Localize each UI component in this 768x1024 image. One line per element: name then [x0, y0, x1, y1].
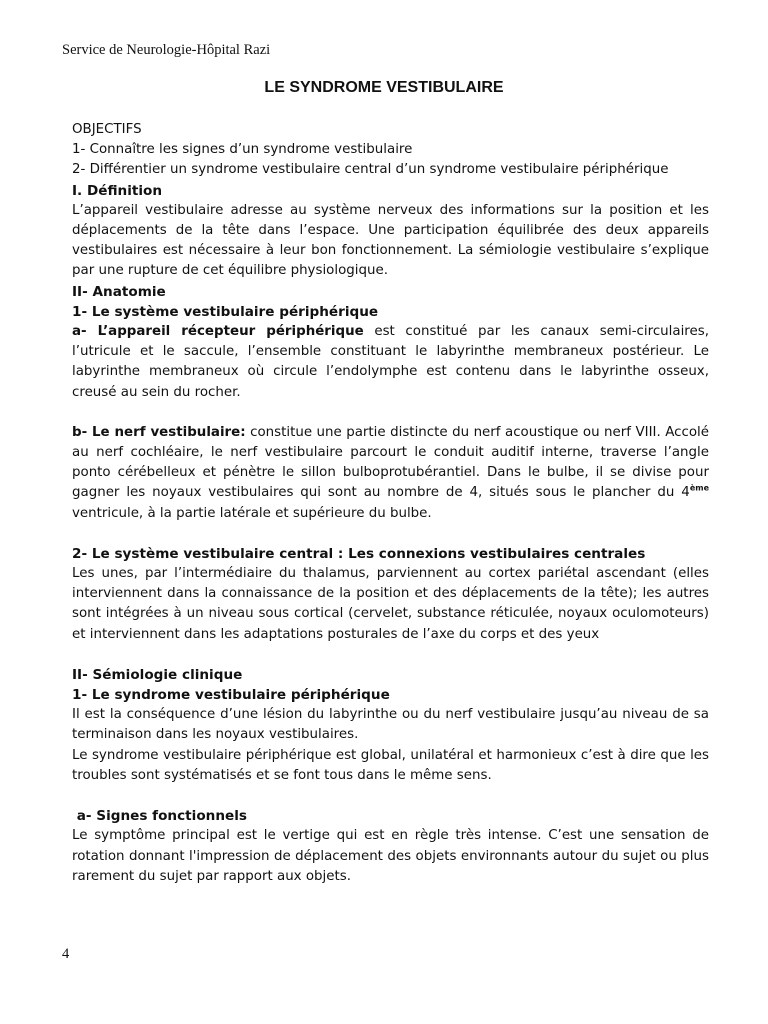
central-system-text: Les unes, par l’intermédiaire du thalamus, parviennent au cortex pariétal ascendant (elles interviennent dans la connaissance de la position et des déplacements de la tête); les autres sont intégrées à un niveau sous cortical (cervelet, substance réticulée, noyaux oculomoteurs) et interviennent dans les adaptations posturales de l’axe du corps et des yeux	[72, 566, 709, 642]
spacer	[72, 645, 709, 665]
recepteur-label: a- L’appareil récepteur périphérique	[72, 324, 364, 340]
objectif-1: 1- Connaître les signes d’un syndrome vestibulaire	[72, 142, 413, 158]
definition-text: L’appareil vestibulaire adresse au système nerveux des informations sur la position et les déplacements de la tête dans l’espace. Une participation équilibrée des deux appareils vestibulaires est nécessaire à leur bon fonctionnement. La sémiologie vestibulaire s’explique par une rupture de cet équilibre physiologique.	[72, 202, 709, 279]
page-title: LE SYNDROME VESTIBULAIRE	[264, 79, 504, 96]
nerf-text-1: constitue une partie distincte du nerf acoustique ou nerf VIII. Accolé au nerf cochléaire, le nerf vestibulaire parcourt le conduit auditif interne, traverse l’angle ponto cérébelleux et pénètre le sillon bulboprotubérantiel. Dans le bulbe, il se divise pour gagner les noyaux vestibulaires qui sont au nombre de 4, situés sous le plancher du 4	[72, 424, 710, 501]
peripheral-syndrome-text-2: Le syndrome vestibulaire périphérique est global, unilatéral et harmonieux c’est à dire que les troubles sont systématisés et se font tous dans le même sens.	[72, 747, 709, 783]
nerf-paragraph	[72, 423, 709, 524]
objectifs-heading: OBJECTIFS	[72, 122, 142, 137]
objectif-2: 2- Différentier un syndrome vestibulaire central d’un syndrome vestibulaire périphérique	[72, 162, 669, 178]
recepteur-text: est constitué par les canaux semi-circulaires, l’utricule et le saccule, l’ensemble constituant le labyrinthe membraneux postérieur. Le labyrinthe membraneux où circule l’endolymphe est contenu dans le labyrinthe osseux, creusé au sein du rocher.	[72, 324, 709, 400]
peripheral-system-heading: 1- Le système vestibulaire périphérique	[72, 303, 379, 320]
nerf-label: b- Le nerf vestibulaire:	[72, 424, 246, 440]
signes-fonctionnels-text: Le symptôme principal est le vertige qui est en règle très intense. C’est une sensation de rotation donnant l'impression de déplacement des objets environnants autour du sujet ou plus rarement du sujet par rapport aux objets.	[72, 828, 709, 884]
definition-heading: I. Définition	[72, 182, 163, 199]
central-system-heading: 2- Le système vestibulaire central : Les connexions vestibulaires centrales	[72, 545, 646, 562]
page-number: 4	[62, 946, 70, 962]
anatomie-heading: II- Anatomie	[72, 283, 166, 300]
spacer	[72, 786, 709, 806]
spacer	[72, 403, 709, 423]
page-header: Service de Neurologie-Hôpital Razi	[62, 42, 271, 58]
nerf-text-2: ventricule, à la partie latérale et supérieure du bulbe.	[72, 505, 432, 521]
semiologie-heading: II- Sémiologie clinique	[72, 666, 243, 683]
signes-fonctionnels-heading: a- Signes fonctionnels	[72, 808, 247, 825]
recepteur-paragraph	[72, 322, 709, 403]
peripheral-syndrome-text-1: Il est la conséquence d’une lésion du labyrinthe ou du nerf vestibulaire jusqu’au niveau de sa terminaison dans les noyaux vestibulaires.	[72, 707, 709, 743]
peripheral-syndrome-heading: 1- Le syndrome vestibulaire périphérique	[72, 687, 390, 704]
spacer	[72, 524, 709, 544]
nerf-superscript: ème	[689, 483, 709, 493]
document-body	[72, 120, 709, 887]
